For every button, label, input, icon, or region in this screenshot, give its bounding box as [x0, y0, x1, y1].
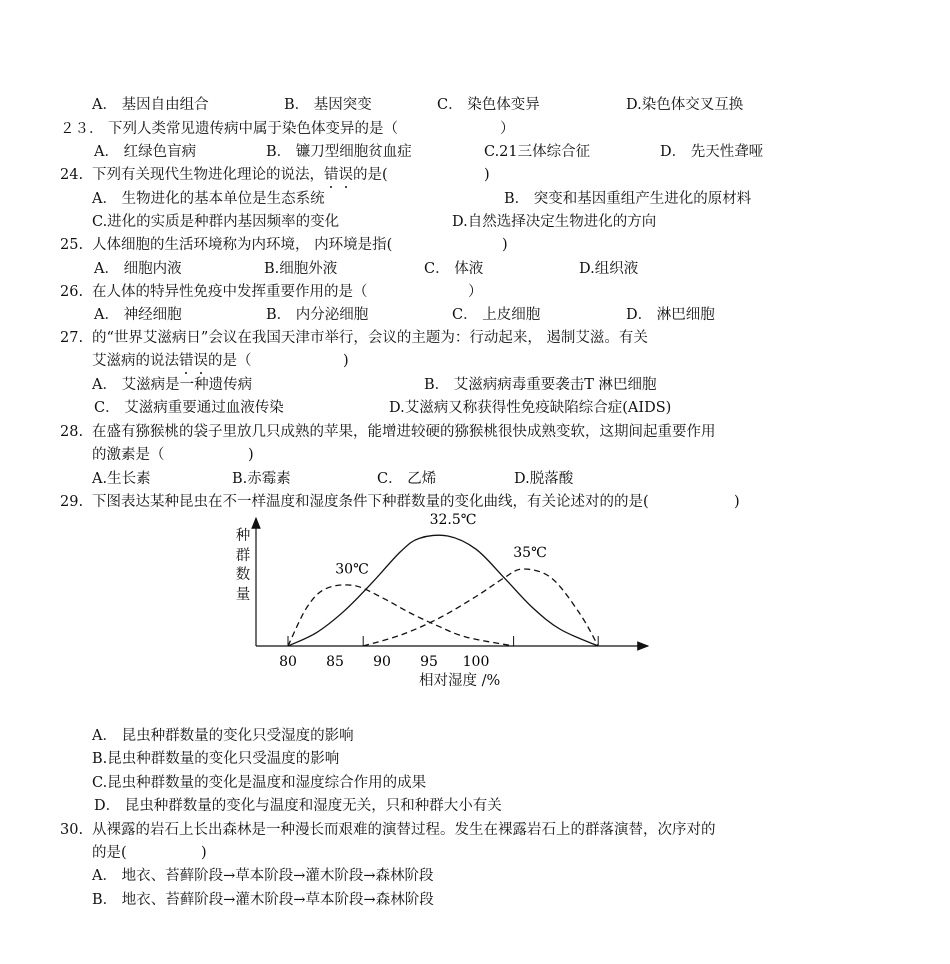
- q25-option-c: C． 体液: [424, 261, 484, 277]
- q23-option-b: B． 镰刀型细胞贫血症: [266, 144, 412, 160]
- q27-number: 27.: [60, 330, 84, 346]
- q27-option-a: A． 艾滋病是一种遗传病: [92, 377, 253, 393]
- chart-x-tick-label: 100: [462, 654, 490, 670]
- q23-close: ）: [500, 121, 515, 137]
- chart-y-axis-label-char: 量: [235, 586, 251, 603]
- q30-stem-line2: 的是(: [92, 845, 127, 861]
- q27-stem-line1: 的“世界艾滋病日”会议在我国天津市举行，会议的主题为：行动起来， 遏制艾滋。有关: [92, 330, 648, 346]
- q25-option-a: A． 细胞内液: [94, 261, 182, 277]
- q24-stem: 下列有关现代生物进化理论的说法，错误的是(: [92, 167, 388, 183]
- q26-option-a: A． 神经细胞: [94, 307, 182, 323]
- q26-option-b: B． 内分泌细胞: [266, 307, 369, 323]
- q23-number: ２３．: [60, 121, 104, 137]
- chart-y-axis-label-char: 群: [235, 547, 251, 564]
- q24-number: 24.: [60, 167, 84, 183]
- chart-x-tick-label: 85: [326, 654, 344, 670]
- q23-stem: 下列人类常见遗传病中属于染色体变异的是（: [108, 121, 398, 137]
- q28-stem-line2: 的激素是（: [92, 447, 165, 463]
- chart-series-label: 32.5℃: [429, 512, 477, 528]
- chart-y-axis-label-char: 数: [235, 567, 251, 583]
- q23-option-c: C.21三体综合征: [484, 144, 591, 160]
- q27-stem-line2: 艾滋病的说法错误的是（: [92, 353, 252, 369]
- q25-option-d: D.组织液: [579, 261, 639, 277]
- q28-option-d: D.脱落酸: [514, 471, 574, 487]
- chart-series-line: [363, 569, 598, 646]
- q25-close: ): [502, 237, 508, 253]
- q27-option-c: C． 艾滋病重要通过血液传染: [94, 400, 284, 416]
- q30-number: 30.: [60, 822, 84, 838]
- q24-option-c: C.进化的实质是种群内基因频率的变化: [92, 214, 340, 230]
- q29-close: ): [734, 494, 740, 510]
- chart-x-tick-label: 80: [279, 654, 297, 670]
- q25-number: 25.: [60, 237, 84, 253]
- q22-option-c: C． 染色体变异: [437, 97, 540, 113]
- q23-option-a: A． 红绿色盲病: [94, 144, 197, 160]
- q28-stem-line1: 在盛有猕猴桃的袋子里放几只成熟的苹果，能增进较硬的猕猴桃很快成熟变软，这期间起重要作用: [92, 424, 716, 440]
- q28-option-b: B.赤霉素: [232, 471, 291, 487]
- q30-close: ): [201, 845, 207, 861]
- q26-stem: 在人体的特异性免疫中发挥重要作用的是（: [92, 284, 368, 300]
- q29-option-d: D． 昆虫种群数量的变化与温度和湿度无关，只和种群大小有关: [94, 798, 502, 814]
- chart-x-axis-label: 相对湿度 /%: [419, 673, 501, 689]
- chart-x-tick-label: 95: [420, 654, 438, 670]
- q25-stem: 人体细胞的生活环境称为内环境， 内环境是指(: [92, 237, 393, 253]
- q26-option-d: D． 淋巴细胞: [626, 307, 715, 323]
- q29-option-a: A． 昆虫种群数量的变化只受湿度的影响: [92, 728, 354, 744]
- chart-y-axis-label: [234, 527, 252, 605]
- q29-option-c: C.昆虫种群数量的变化是温度和湿度综合作用的成果: [92, 775, 427, 791]
- q27-option-d: D.艾滋病又称获得性免疫缺陷综合症(AIDS): [389, 400, 672, 416]
- q24-close: ): [484, 167, 490, 183]
- q22-option-d: D.染色体交叉互换: [626, 97, 744, 113]
- q30-option-a: A． 地衣、苔藓阶段→草本阶段→灌木阶段→森林阶段: [92, 868, 434, 884]
- chart-series-label: 30℃: [335, 561, 369, 578]
- q29-number: 29.: [60, 494, 84, 510]
- q29-stem: 下图表达某种昆虫在不一样温度和湿度条件下种群数量的变化曲线，有关论述对的的是(: [92, 494, 649, 510]
- q24-option-a: A． 生物进化的基本单位是生态系统: [92, 191, 325, 207]
- q29-option-b: B.昆虫种群数量的变化只受温度的影响: [92, 751, 340, 767]
- q23-option-d: D． 先天性聋哑: [660, 144, 764, 160]
- q26-option-c: C． 上皮细胞: [452, 307, 541, 323]
- q24-option-b: B． 突变和基因重组产生进化的原材料: [504, 191, 752, 207]
- q27-option-b: B． 艾滋病病毒重要袭击T 淋巴细胞: [424, 377, 657, 393]
- q25-option-b: B.细胞外液: [264, 261, 338, 277]
- chart-y-axis-label-char: 种: [235, 528, 251, 544]
- q26-close: ）: [468, 284, 483, 300]
- chart-series-line: [288, 585, 514, 646]
- q30-option-b: B． 地衣、苔藓阶段→灌木阶段→草本阶段→森林阶段: [92, 892, 434, 908]
- q28-close: ): [248, 447, 254, 463]
- chart-series-label: 35℃: [513, 545, 547, 561]
- q26-number: 26.: [60, 284, 84, 300]
- q28-option-c: C． 乙烯: [377, 471, 437, 487]
- q22-option-a: A． 基因自由组合: [92, 97, 209, 113]
- q28-option-a: A.生长素: [92, 471, 151, 487]
- q30-stem-line1: 从裸露的岩石上长出森林是一种漫长而艰难的演替过程。发生在裸露岩石上的群落演替，次序对的: [92, 822, 716, 838]
- chart-series-line: [288, 535, 598, 646]
- q24-option-d: D.自然选择决定生物进化的方向: [452, 214, 657, 230]
- q27-close: ): [343, 353, 349, 369]
- q28-number: 28.: [60, 424, 84, 440]
- chart-x-tick-label: 90: [373, 654, 391, 670]
- q22-option-b: B． 基因突变: [284, 97, 372, 113]
